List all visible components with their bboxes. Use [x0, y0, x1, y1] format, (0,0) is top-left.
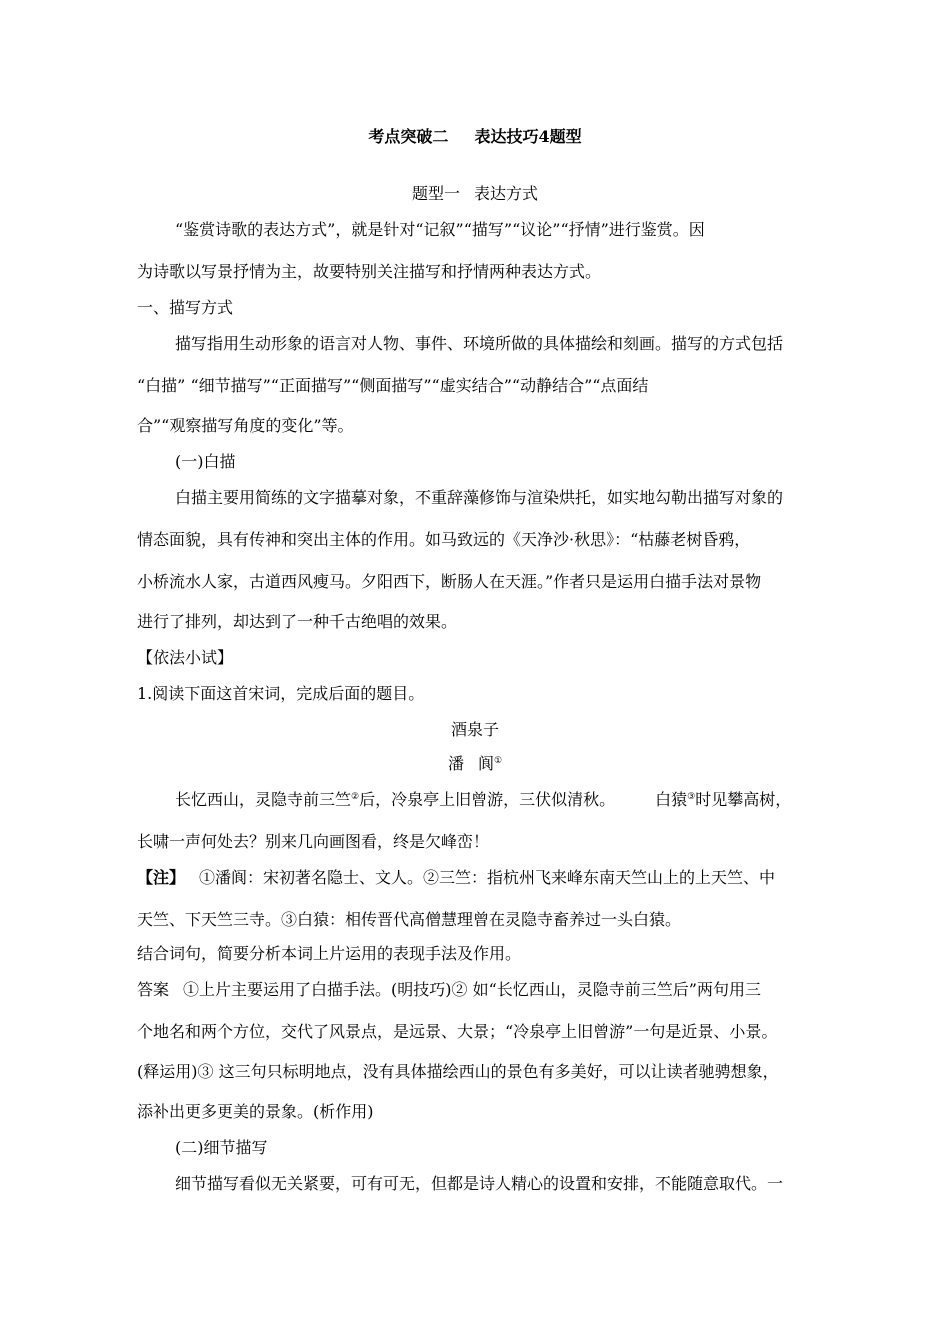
section-heading	[0, 184, 950, 204]
answer-label: 答案	[137, 980, 170, 999]
subheading-baimiao: (一)白描	[175, 452, 236, 471]
question-1-prompt: 1.阅读下面这首宋词，完成后面的题目。	[137, 684, 425, 703]
notes-line-1	[137, 868, 775, 888]
detail-line-1: 细节描写看似无关紧要，可有可无，但都是诗人精心的设置和安排，不能随意取代。一	[175, 1174, 784, 1193]
heading-describe-methods: 一、描写方式	[137, 298, 234, 317]
title-left: 考点突破二	[368, 127, 449, 146]
answer-line-1	[137, 980, 761, 1000]
intro-line-2: 为诗歌以写景抒情为主，故要特别关注描写和抒情两种表达方式。	[137, 262, 602, 281]
poem-line-2: 长啸一声何处去？别来几向画图看，终是欠峰峦！	[137, 832, 490, 851]
section-heading-b: 表达方式	[474, 184, 539, 203]
poem-author-note-mark: ①	[493, 756, 503, 766]
title-right: 表达技巧4题型	[474, 127, 582, 146]
subheading-detail: (二)细节描写	[175, 1138, 268, 1157]
intro-line-1: “鉴赏诗歌的表达方式”，就是针对“记叙”“描写”“议论”“抒情”进行鉴赏。因	[175, 220, 705, 239]
answer-line-3: (释运用)③ 这三句只标明地点，没有具体描绘西山的景色有多美好，可以让读者驰骋想象，	[137, 1062, 779, 1081]
desc-line-2: “白描” “细节描写”“正面描写”“侧面描写”“虚实结合”“动静结合”“点面结	[137, 376, 649, 395]
answer-text-1: ①上片主要运用了白描手法。(明技巧)② 如“长忆西山，灵隐寺前三竺后”两句用三	[183, 980, 761, 999]
baimiao-line-4: 进行了排列，却达到了一种千古绝唱的效果。	[137, 612, 458, 631]
poem-author-b: 阆	[477, 754, 494, 773]
poem-note-mark-2: ②	[351, 792, 360, 802]
desc-line-3: 合”“观察描写角度的变化”等。	[137, 416, 354, 435]
answer-line-4: 添补出更多更美的景象。(析作用)	[137, 1102, 374, 1121]
poem-author	[0, 754, 950, 774]
desc-line-1: 描写指用生动形象的语言对人物、事件、环境所做的具体描绘和刻画。描写的方式包括	[175, 334, 784, 353]
page-title	[0, 127, 950, 147]
poem-text-d: 时见攀高树，	[695, 790, 792, 809]
poem-text-b: 后，冷泉亭上旧曾游，三伏似清秋。	[359, 790, 616, 809]
poem-text-a: 长忆西山，灵隐寺前三竺	[175, 790, 352, 809]
notes-text-1: ①潘阆：宋初著名隐士、文人。②三竺：指杭州飞来峰东南天竺山上的上天竺、中	[199, 868, 776, 887]
baimiao-line-3: 小桥流水人家，古道西风瘦马。夕阳西下，断肠人在天涯。”作者只是运用白描手法对景物	[137, 572, 762, 591]
notes-line-2: 天竺、下天竺三寺。③白猿：相传晋代高僧慧理曾在灵隐寺畜养过一头白猿。	[137, 910, 682, 929]
poem-line-1	[175, 790, 791, 810]
poem-text-c: 白猿	[655, 790, 688, 809]
section-heading-a: 题型一	[411, 184, 460, 203]
poem-note-mark-3: ③	[687, 792, 696, 802]
practice-label: 【依法小试】	[137, 648, 234, 667]
poem-title: 酒泉子	[450, 720, 499, 739]
question-text: 结合词句，简要分析本词上片运用的表现手法及作用。	[137, 944, 522, 963]
poem-author-a: 潘	[447, 754, 464, 773]
note-label: 【注】	[137, 868, 186, 887]
answer-line-2: 个地名和两个方位，交代了风景点，是远景、大景；“冷泉亭上旧曾游”一句是近景、小景。	[137, 1022, 778, 1041]
baimiao-line-2: 情态面貌，具有传神和突出主体的作用。如马致远的《天净沙·秋思》：“枯藤老树昏鸦，	[137, 530, 751, 549]
baimiao-line-1: 白描主要用简练的文字描摹对象，不重辞藻修饰与渲染烘托，如实地勾勒出描写对象的	[175, 488, 784, 507]
